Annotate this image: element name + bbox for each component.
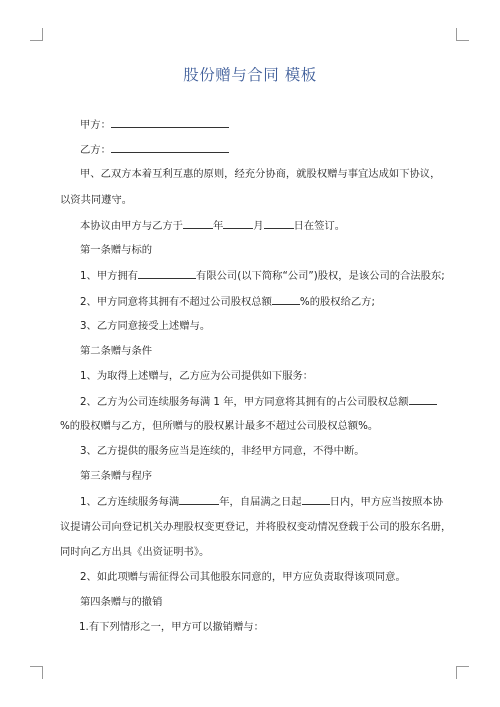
- article-1-item-1: [80, 268, 445, 283]
- party-a-label: 甲方：: [80, 119, 111, 131]
- article-3-item-1-cont-1: 议提请公司向登记机关办理股权变更登记，并将股权变动情况登载于公司的股东名册，: [60, 521, 452, 533]
- corner-mark-top-left: [30, 28, 43, 41]
- party-b-blank[interactable]: [111, 142, 229, 153]
- days-blank[interactable]: [302, 494, 330, 505]
- preamble-line-2: 以资共同遵守。: [60, 194, 133, 206]
- party-b-line: [80, 142, 229, 157]
- article-1-item-2-text-a: 2、甲方同意将其拥有不超过公司股权总额: [80, 296, 272, 308]
- article-4-heading: 第四条赠与的撤销: [80, 596, 163, 608]
- article-1-item-1-text-b: 有限公司(以下简称“公司”)股权，是该公司的合法股东;: [196, 270, 445, 282]
- year-blank[interactable]: [183, 218, 213, 229]
- signing-line: [80, 218, 345, 233]
- year-label: 年: [212, 220, 224, 232]
- article-1-item-2-text-b: %的股权给乙方;: [299, 296, 375, 308]
- article-4-item-1: [79, 620, 264, 634]
- corner-mark-bottom-left: [30, 666, 43, 679]
- article-4-item-1-text: 有下列情形之一，甲方可以撤销赠与：: [88, 621, 264, 633]
- party-a-line: [80, 117, 229, 132]
- corner-mark-bottom-right: [456, 666, 469, 679]
- month-label: 月: [253, 220, 264, 232]
- article-2-heading: 第二条赠与条件: [80, 345, 153, 357]
- article-1-heading: 第一条赠与标的: [80, 244, 153, 256]
- month-blank[interactable]: [223, 218, 253, 229]
- corner-mark-top-right: [456, 28, 469, 41]
- article-2-item-2-cont: %的股权赠与乙方，但所赠与的股权累计最多不超过公司股权总额%。: [60, 420, 379, 432]
- day-blank[interactable]: [264, 218, 294, 229]
- share-percent-blank[interactable]: [272, 294, 300, 305]
- party-b-label: 乙方：: [80, 144, 111, 156]
- article-2-item-3: 3、乙方提供的服务应当是连续的，非经甲方同意，不得中断。: [80, 445, 365, 457]
- article-2-item-2: [80, 394, 437, 409]
- article-3-item-2: 2、如此项赠与需征得公司其他股东同意的，甲方应负责取得该项同意。: [80, 571, 406, 583]
- article-2-item-2-text-a: 2、乙方为公司连续服务每满 1 年，甲方同意将其拥有的占公司股权总额: [80, 396, 409, 408]
- article-1-item-3: 3、乙方同意接受上述赠与。: [80, 320, 211, 332]
- article-1-item-1-text-a: 1、甲方拥有: [80, 270, 139, 282]
- article-3-item-1-text-c: 日内，甲方应当按照本协: [329, 496, 443, 508]
- preamble-line-1: 甲、乙双方本着互利互惠的原则，经充分协商，就股权赠与事宜达成如下协议，: [80, 168, 441, 180]
- signing-text: 本协议由甲方与乙方于: [80, 220, 183, 232]
- party-a-blank[interactable]: [111, 117, 229, 128]
- yearly-percent-blank[interactable]: [409, 394, 437, 405]
- article-4-item-1-number: 1.: [79, 621, 89, 633]
- article-3-item-1-text-b: 年，自届满之日起: [219, 496, 302, 508]
- document-title: 股份赠与合同 模板: [183, 66, 317, 84]
- article-3-item-1-cont-2: 同时向乙方出具《出资证明书》。: [60, 546, 210, 558]
- article-1-item-2: [80, 294, 375, 309]
- company-name-blank[interactable]: [138, 268, 196, 279]
- service-years-blank[interactable]: [179, 494, 219, 505]
- article-3-heading: 第三条赠与程序: [80, 470, 153, 482]
- article-3-item-1-text-a: 1、乙方连续服务每满: [80, 496, 180, 508]
- article-3-item-1: [80, 494, 443, 509]
- article-2-item-1: 1、为取得上述赠与，乙方应为公司提供如下服务：: [80, 370, 314, 382]
- day-label: 日在签订。: [293, 220, 346, 232]
